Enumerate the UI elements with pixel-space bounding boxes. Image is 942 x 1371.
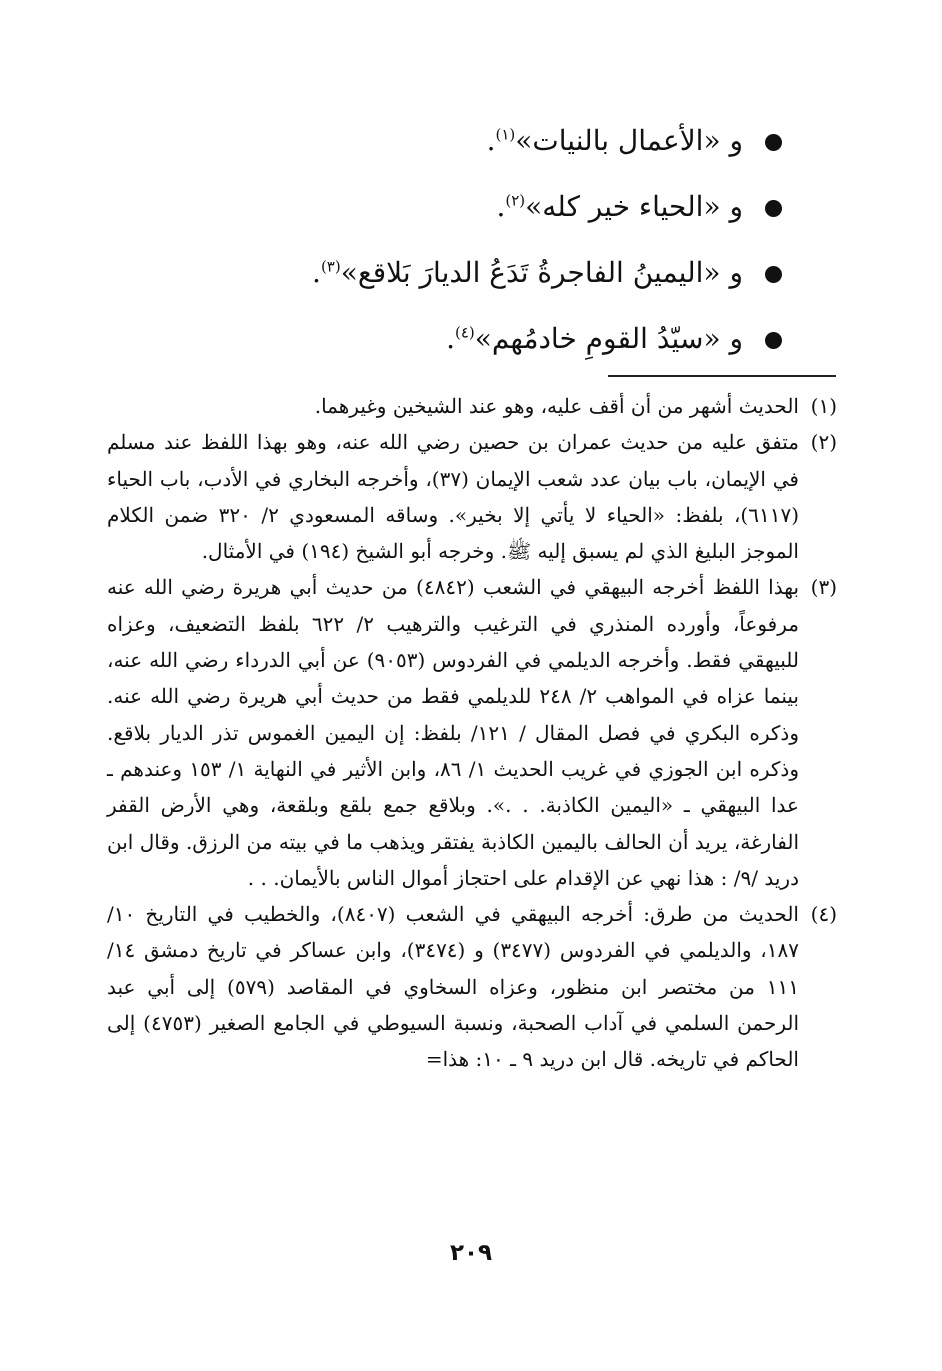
proverb-text: و «الأعمال بالنيات» bbox=[515, 124, 743, 157]
proverb-text: و «الحياء خير كله» bbox=[525, 190, 743, 223]
proverb-list bbox=[142, 108, 782, 372]
bullet-icon bbox=[765, 266, 782, 283]
footnote bbox=[107, 896, 837, 1077]
bullet-icon bbox=[765, 332, 782, 349]
footnotes-section bbox=[107, 388, 837, 1078]
proverb-text: و «سيّدُ القومِ خادمُهم» bbox=[474, 322, 743, 355]
list-item bbox=[142, 240, 782, 306]
footnote-number: (٤) bbox=[810, 902, 837, 927]
page-number: ٢٠٩ bbox=[449, 1240, 493, 1266]
footnote-text: متفق عليه من حديث عمران بن حصين رضي الله عنه، وهو بهذا اللفظ عند مسلم في الإيمان، باب بيان عدد شعب الإيمان (٣٧)، وأخرجه البخاري في الأدب، باب الحياء (٦١١٧)، بلفظ: «الحياء لا يأتي إلا بخير». وساقه المسعودي ٢/ ٣٢٠ ضمن الكلام الموجز البليغ الذي لم يسبق إليه ﷺ. وخرجه أبو الشيخ (١٩٤) في الأمثال. bbox=[107, 430, 799, 564]
footnote bbox=[107, 424, 837, 569]
footnote-text: الحديث أشهر من أن أقف عليه، وهو عند الشيخين وغيرهما. bbox=[314, 394, 799, 418]
footnote-divider bbox=[608, 375, 836, 377]
footnote bbox=[107, 388, 837, 424]
list-item bbox=[142, 108, 782, 174]
proverb-end: . bbox=[486, 124, 496, 157]
footnote-number: (٢) bbox=[810, 430, 837, 455]
footnote-number: (١) bbox=[810, 394, 837, 418]
list-item bbox=[142, 174, 782, 240]
footnote-ref: (١) bbox=[495, 125, 516, 144]
footnote-ref: (٤) bbox=[455, 323, 475, 342]
proverb-end: . bbox=[312, 256, 321, 289]
proverb-end: . bbox=[446, 322, 455, 355]
proverb-text: و «اليمينُ الفاجرةُ تَدَعُ الديارَ بَلاقع» bbox=[340, 256, 743, 289]
footnote-ref: (٢) bbox=[505, 191, 526, 210]
list-item bbox=[142, 306, 782, 372]
bullet-icon bbox=[765, 134, 782, 151]
footnote-text: بهذا اللفظ أخرجه البيهقي في الشعب (٤٨٤٢) من حديث أبي هريرة رضي الله عنه مرفوعاً، وأورده المنذري في الترغيب والترهيب ٢/ ٦٢٢ بلفظ التضعيف، وعزاه للبيهقي فقط. وأخرجه الديلمي في الفردوس (٩٠٥٣) عن أبي الدرداء رضي الله عنه، بينما عزاه في المواهب ٢/ ٢٤٨ للديلمي فقط من حديث أبي هريرة رضي الله عنه. وذكره البكري في فصل المقال / ١٢١/ بلفظ: إن اليمين الغموس تذر الديار بلاقع. وذكره ابن الجوزي في غريب الحديث ١/ ٨٦، وابن الأثير في النهاية ١/ ١٥٣ وعندهم ـ عدا البيهقي ـ «اليمين الكاذبة. . .». وبلاقع جمع بلقع وبلقعة، وهي الأرض القفر الفارغة، يريد أن الحالف باليمين الكاذبة يفتقر ويذهب ما في بيته من الرزق. وقال ابن دريد /٩/ : هذا نهي عن الإقدام على احتجاز أموال الناس بالأيمان. . . bbox=[107, 575, 800, 890]
proverb-end: . bbox=[496, 190, 506, 223]
footnote-ref: (٣) bbox=[320, 257, 341, 276]
footnote-text: الحديث من طرق: أخرجه البيهقي في الشعب (٨٤٠٧)، والخطيب في التاريخ ١٠/ ١٨٧، والديلمي في الفردوس (٣٤٧٧) و (٣٤٧٤)، وابن عساكر في تاريخ دمشق ١٤/ ١١١ من مختصر ابن منظور، وعزاه السخاوي في المقاصد (٥٧٩) إلى أبي عبد الرحمن السلمي في آداب الصحبة، ونسبة السيوطي في الجامع الصغير (٤٧٥٣) إلى الحاكم في تاريخه. قال ابن دريد ٩ ـ ١٠: هذا= bbox=[107, 902, 800, 1072]
footnote-number: (٣) bbox=[810, 575, 837, 600]
footnote bbox=[107, 569, 837, 896]
bullet-icon bbox=[765, 200, 782, 217]
